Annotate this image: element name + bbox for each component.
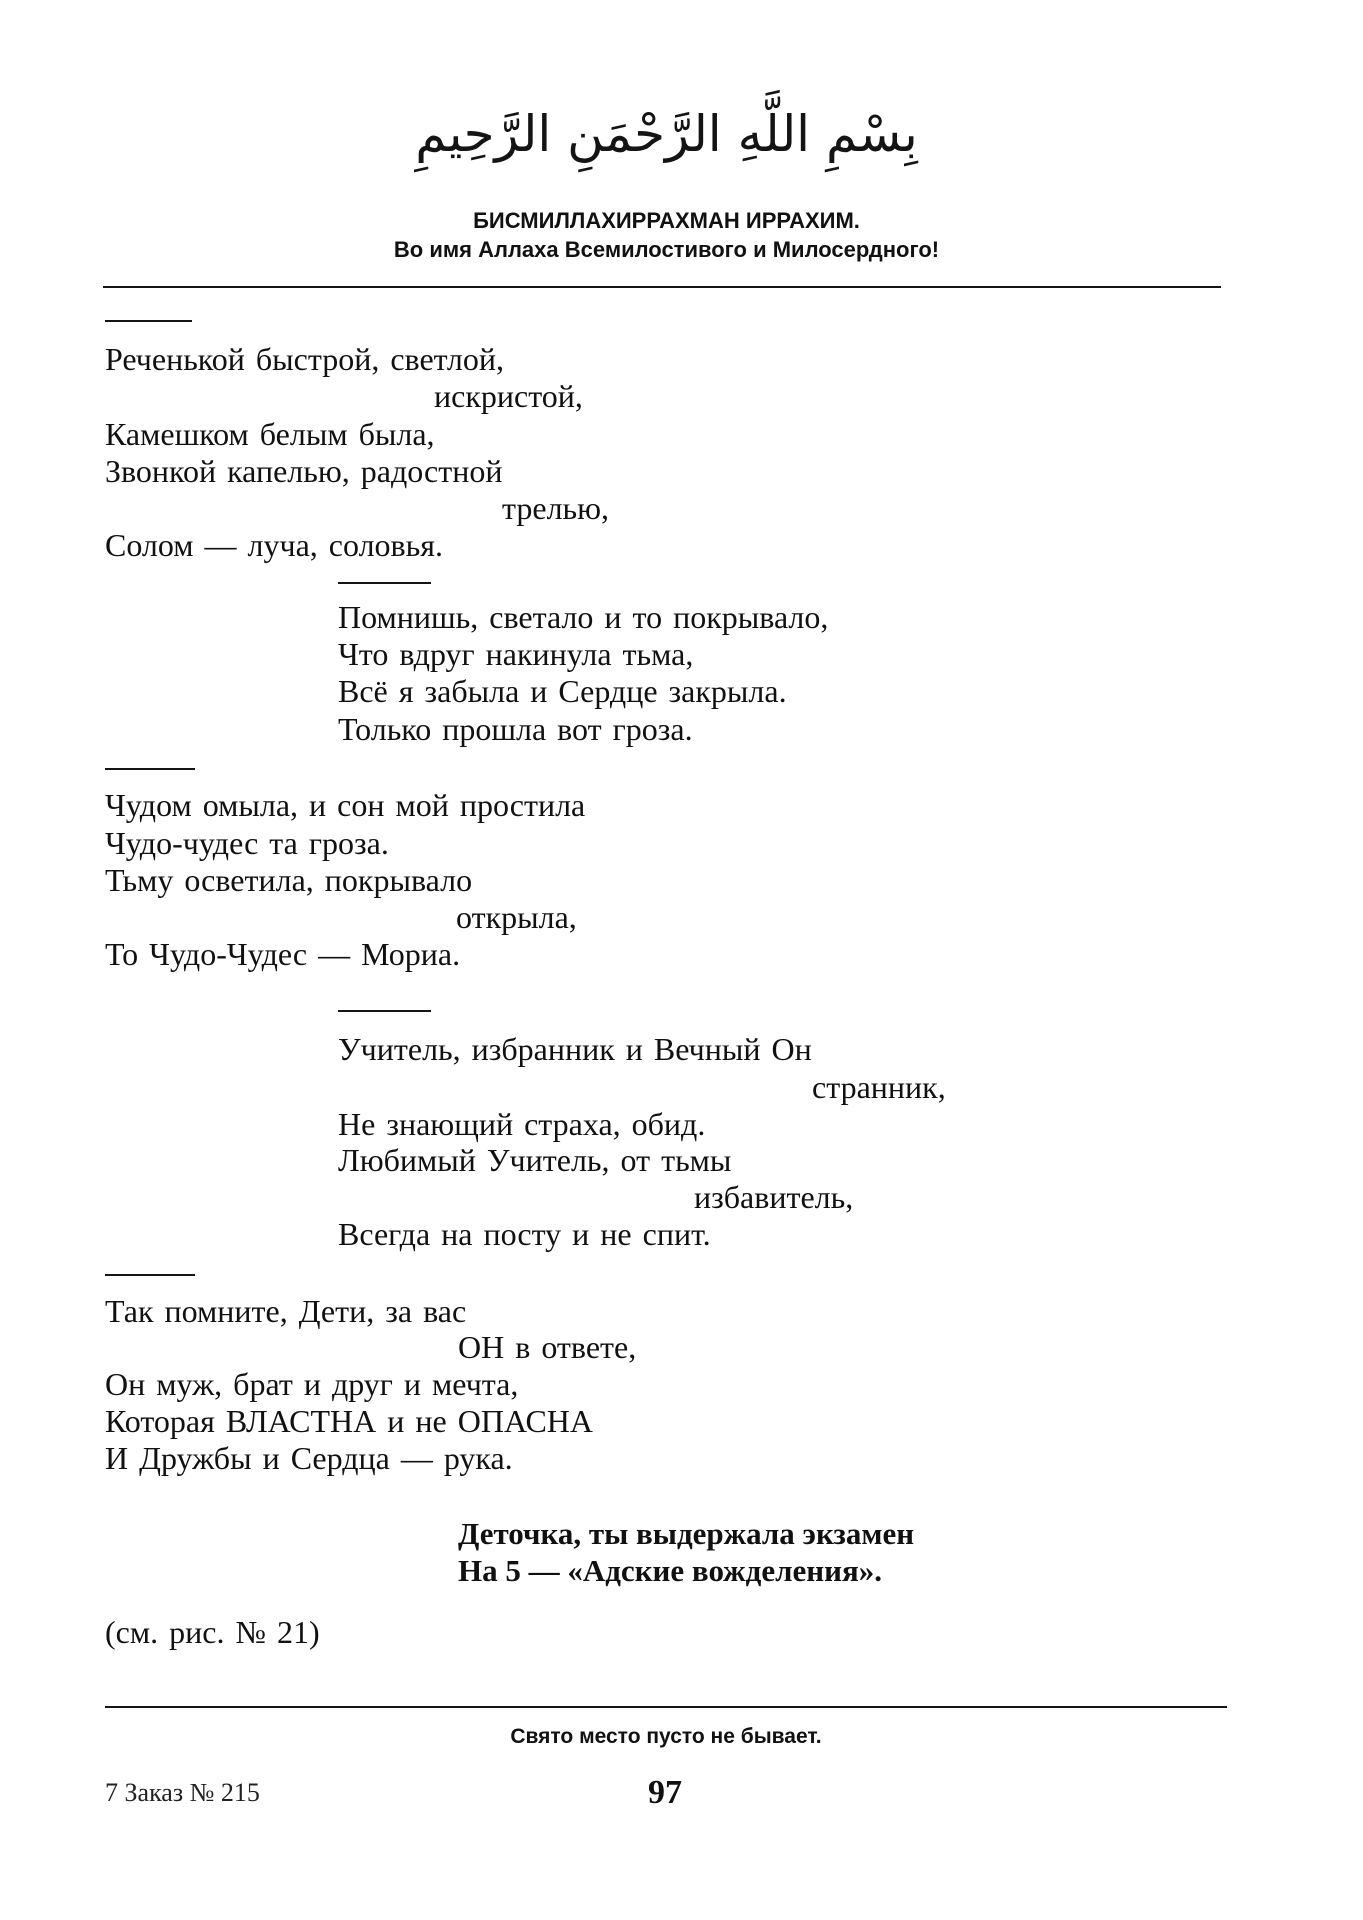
basmala-calligraphy: بِسْمِ اللَّهِ الرَّحْمَنِ الرَّحِيمِ xyxy=(415,105,918,163)
poem-line: Учитель, избранник и Вечный Он xyxy=(338,1031,812,1067)
poem-line: Тьму осветила, покрывало xyxy=(105,862,473,898)
footer-motto: Свято место пусто не бывает. xyxy=(510,1725,822,1748)
poem-line: Камешком белым была, xyxy=(105,416,435,452)
poem-line: искристой, xyxy=(434,378,583,414)
poem-line: Он муж, брат и друг и мечта, xyxy=(105,1366,519,1402)
figure-reference: (см. рис. № 21) xyxy=(105,1614,320,1650)
header-rule xyxy=(103,286,1221,288)
poem-line: странник, xyxy=(812,1069,946,1105)
poem-line: Всё я забыла и Сердце закрыла. xyxy=(338,673,787,709)
poem-line: трелью, xyxy=(502,490,610,526)
poem-line: Не знающий страха, обид. xyxy=(338,1106,706,1142)
basmala-transliteration: БИСМИЛЛАХИРРАХМАН ИРРАХИМ. xyxy=(473,208,860,233)
poem-line: открыла, xyxy=(456,899,577,935)
poem-line: Так помните, Дети, за вас xyxy=(105,1293,467,1329)
poem-line: Звонкой капелью, радостной xyxy=(105,453,503,489)
stanza-divider xyxy=(105,768,195,770)
stanza-divider xyxy=(338,1010,431,1012)
poem-line: Только прошла вот гроза. xyxy=(338,711,693,747)
poem-line: Чудо-чудес та гроза. xyxy=(105,825,389,861)
closing-line: На 5 — «Адские вожделения». xyxy=(458,1553,882,1588)
poem-line: Помнишь, светало и то покрывало, xyxy=(338,599,829,635)
stanza-divider xyxy=(338,582,431,584)
poem-line: избавитель, xyxy=(694,1179,854,1215)
footer-rule xyxy=(105,1706,1227,1708)
closing-line: Деточка, ты выдержала экзамен xyxy=(458,1516,915,1551)
poem-line: ОН в ответе, xyxy=(458,1329,637,1365)
page-number: 97 xyxy=(648,1774,682,1811)
poem-line: Солом — луча, соловья. xyxy=(105,527,443,563)
poem-line: Которая ВЛАСТНА и не ОПАСНА xyxy=(105,1403,594,1439)
poem-line: Всегда на посту и не спит. xyxy=(338,1216,711,1252)
poem-line: Чудом омыла, и сон мой простила xyxy=(105,787,586,823)
poem-line: И Дружбы и Сердца — рука. xyxy=(105,1440,513,1476)
stanza-divider xyxy=(105,320,192,322)
stanza-divider xyxy=(105,1274,195,1276)
poem-line: Любимый Учитель, от тьмы xyxy=(338,1142,732,1178)
poem-line: Реченькой быстрой, светлой, xyxy=(105,341,504,377)
print-order-note: 7 Заказ № 215 xyxy=(105,1778,260,1807)
basmala-translation: Во имя Аллаха Всемилостивого и Милосердного! xyxy=(393,237,940,262)
poem-line: Что вдруг накинула тьма, xyxy=(338,636,694,672)
poem-line: То Чудо-Чудес — Мориа. xyxy=(105,936,461,972)
